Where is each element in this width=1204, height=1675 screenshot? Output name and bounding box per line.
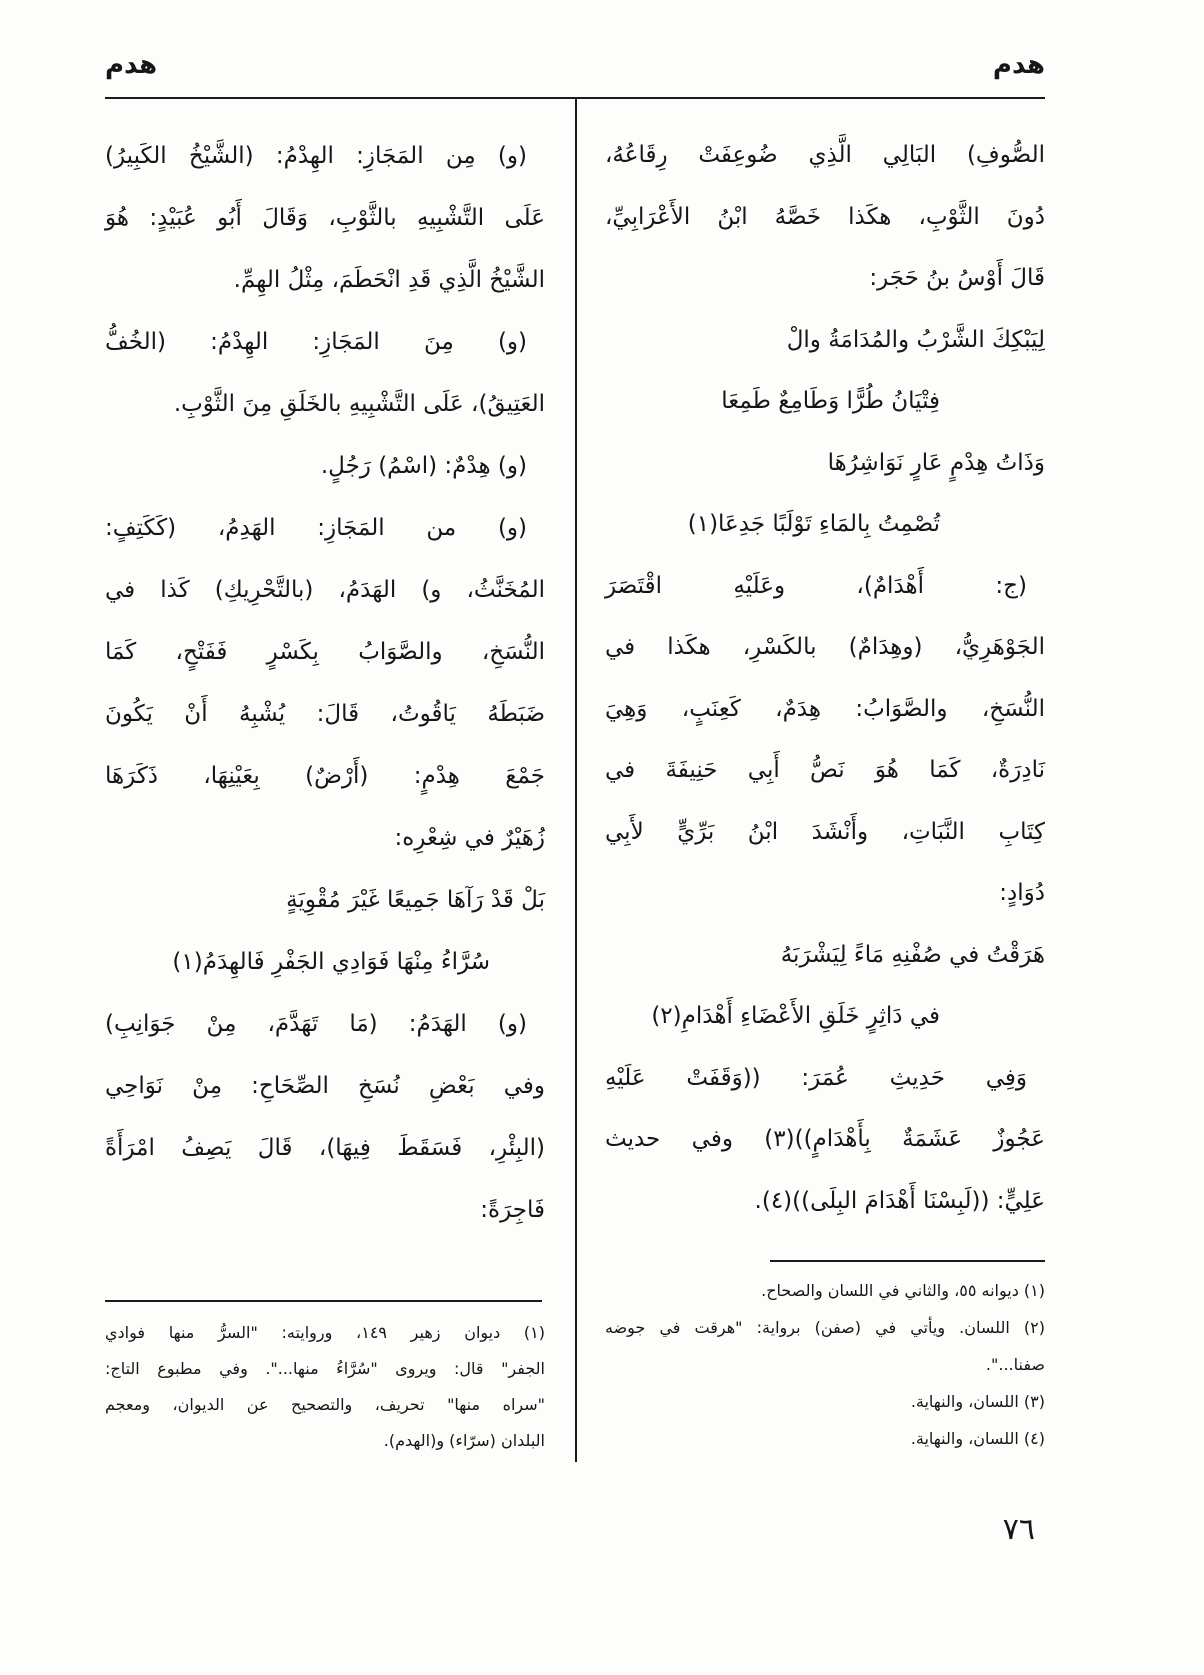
text-line: الشَّيْخُ الَّذِي قَدِ انْحَطَمَ، مِثْلُ الهِمِّ. [233,267,545,293]
page-number: ٧٦ [1002,1512,1035,1547]
text-line: كِتَابِ النَّبَاتِ، وأَنْشَدَ ابْنُ بَرِّيٍّ لأَبِي [605,818,1045,845]
text-line: قَالَ أَوْسُ بنُ حَجَر: [869,265,1045,291]
footnote-rule-right [770,1260,1045,1262]
text-line: دُونَ الثَّوْبِ، هكَذا خَصَّهُ ابْنُ الأَعْرَابِيِّ، [605,203,1045,230]
text-line: (و) مِنَ المَجَازِ: الهِدْمُ: (الخُفُّ [105,329,527,355]
text-line: عَلِيٍّ: ((لَبِسْنَا أَهْدَامَ البِلَى))(٤). [754,1187,1045,1214]
footnotes-right [605,1272,1045,1457]
text-line: (و) من المَجَازِ: الهَدِمُ، (كَكَتِفٍ: [105,515,527,541]
text-line: وفي بَعْضِ نُسَخِ الصِّحَاحِ: مِنْ نَوَاحِي [105,1073,545,1099]
footnotes-left [105,1315,545,1459]
running-head-right: هدم [992,50,1045,80]
footnote-line: (١) ديوان زهير ١٤٩، وروايته: "السرُّ منها فوادي [105,1323,545,1342]
text-line: دُوَادٍ: [999,880,1045,906]
text-line: (ج: أَهْدَامٌ)، وعَلَيْهِ اقْتَصَرَ [605,572,1027,599]
text-line: (البِئْرِ، فَسَقَطَ فِيهَا)، قَالَ يَصِفُ امْرَأَةً [105,1135,545,1161]
text-line: النُّسَخِ، والصَّوَابُ: هِدَمٌ، كَعِنَبٍ، وَهِيَ [605,695,1045,722]
text-line: ضَبَطَهُ يَاقُوتُ، قَالَ: يُشْبِهُ أَنْ يَكُونَ [105,701,545,727]
text-line: (و) الهَدَمُ: (مَا تَهَدَّمَ، مِنْ جَوَانِبِ) [105,1011,527,1037]
right-column [605,125,1045,1232]
verse-line: هَرَقْتُ في صُفْنِهِ مَاءً لِيَشْرَبَهُ [780,941,1045,968]
text-line: الصُّوفِ) البَالِي الَّذِي ضُوعِفَتْ رِقَاعُهُ، [605,142,1045,168]
running-head-left: هدم [105,50,158,80]
footnote-line: الجفر" قال: ويروى "سُرَّاءُ منها...". وفي مطبوع التاج: [105,1359,545,1378]
text-line: وَفِي حَدِيثِ عُمَرَ: ((وَقَفَتْ عَلَيْهِ [605,1064,1027,1091]
footnote-line: (٢) اللسان. ويأتي في (صفن) برواية: "هرقت في جوضه [605,1318,1045,1337]
text-line: فَاجِرَةً: [480,1197,545,1223]
footnote-line: (١) ديوانه ٥٥، والثاني في اللسان والصحاح. [761,1281,1045,1300]
verse-line: تُصْمِتُ بِالمَاءِ تَوْلَبًا جَدِعَا(١) [687,511,940,537]
text-line: عَلَى التَّشْبِيهِ بالثَّوْبِ، وَقَالَ أَبُو عُبَيْدٍ: هُوَ [105,205,545,231]
text-line: الجَوْهَرِيُّ، (وهِدَامٌ) بالكَسْرِ، هكَذا في [605,634,1045,660]
text-line: المُخَنَّثُ، و) الهَدَمُ، (بالتَّحْرِيكِ) كَذا في [105,577,545,603]
text-line: (و) مِن المَجَازِ: الهِدْمُ: (الشَّيْخُ الكَبِيرُ) [105,143,527,169]
verse-line: وَذَاتُ هِدْمٍ عَارٍ نَوَاشِرُهَا [827,449,1045,476]
verse-line: بَلْ قَدْ رَآهَا جَمِيعًا غَيْرَ مُقْوِيَةٍ [286,887,545,913]
text-line: عَجُوزٌ عَشَمَةٌ بِأَهْدَامٍ))(٣) وفي حديث [605,1126,1045,1152]
footnote-line: (٤) اللسان، والنهاية. [910,1429,1045,1448]
verse-line: فِتْيَانُ طُرًّا وَطَامِعٌ طَمِعَا [721,388,940,414]
text-line: العَتِيقُ)، عَلَى التَّشْبِيهِ بالخَلَقِ مِنَ الثَّوْبِ. [173,391,545,417]
footnote-line: البلدان (سرّاء) و(الهدم). [383,1431,545,1450]
footnote-line: (٣) اللسان، والنهاية. [910,1392,1045,1411]
footnote-line: صفنا...". [985,1355,1045,1374]
verse-line: في دَاثِرٍ خَلَقِ الأَعْضَاءِ أَهْدَامِ(٢) [651,1003,940,1029]
footnote-rule-left [105,1300,542,1302]
footnote-line: "سراه منها" تحريف، والتصحيح عن الديوان، ومعجم [105,1395,545,1414]
verse-line: لِيَبْكِكَ الشَّرْبُ والمُدَامَةُ والْ [786,326,1045,353]
text-line: النُّسَخِ، والصَّوَابُ بِكَسْرٍ فَفَتْحٍ، كَمَا [105,639,545,665]
text-line: زُهَيْرٌ في شِعْرِه: [394,825,545,851]
left-column [105,125,545,1241]
text-line: نَادِرَةٌ، كَمَا هُوَ نَصُّ أَبِي حَنِيفَةَ في [605,757,1045,783]
verse-line: سُرَّاءُ مِنْهَا فَوَادِي الجَفْرِ فَالهِدَمُ(١) [172,949,490,975]
column-divider [575,98,577,1462]
text-line: (و) هِدْمٌ: (اسْمُ) رَجُلٍ. [320,453,527,479]
text-line: جَمْعَ هِدْمٍ: (أَرْضٌ) بِعَيْنِهَا، ذَكَرَهَا [105,763,545,789]
